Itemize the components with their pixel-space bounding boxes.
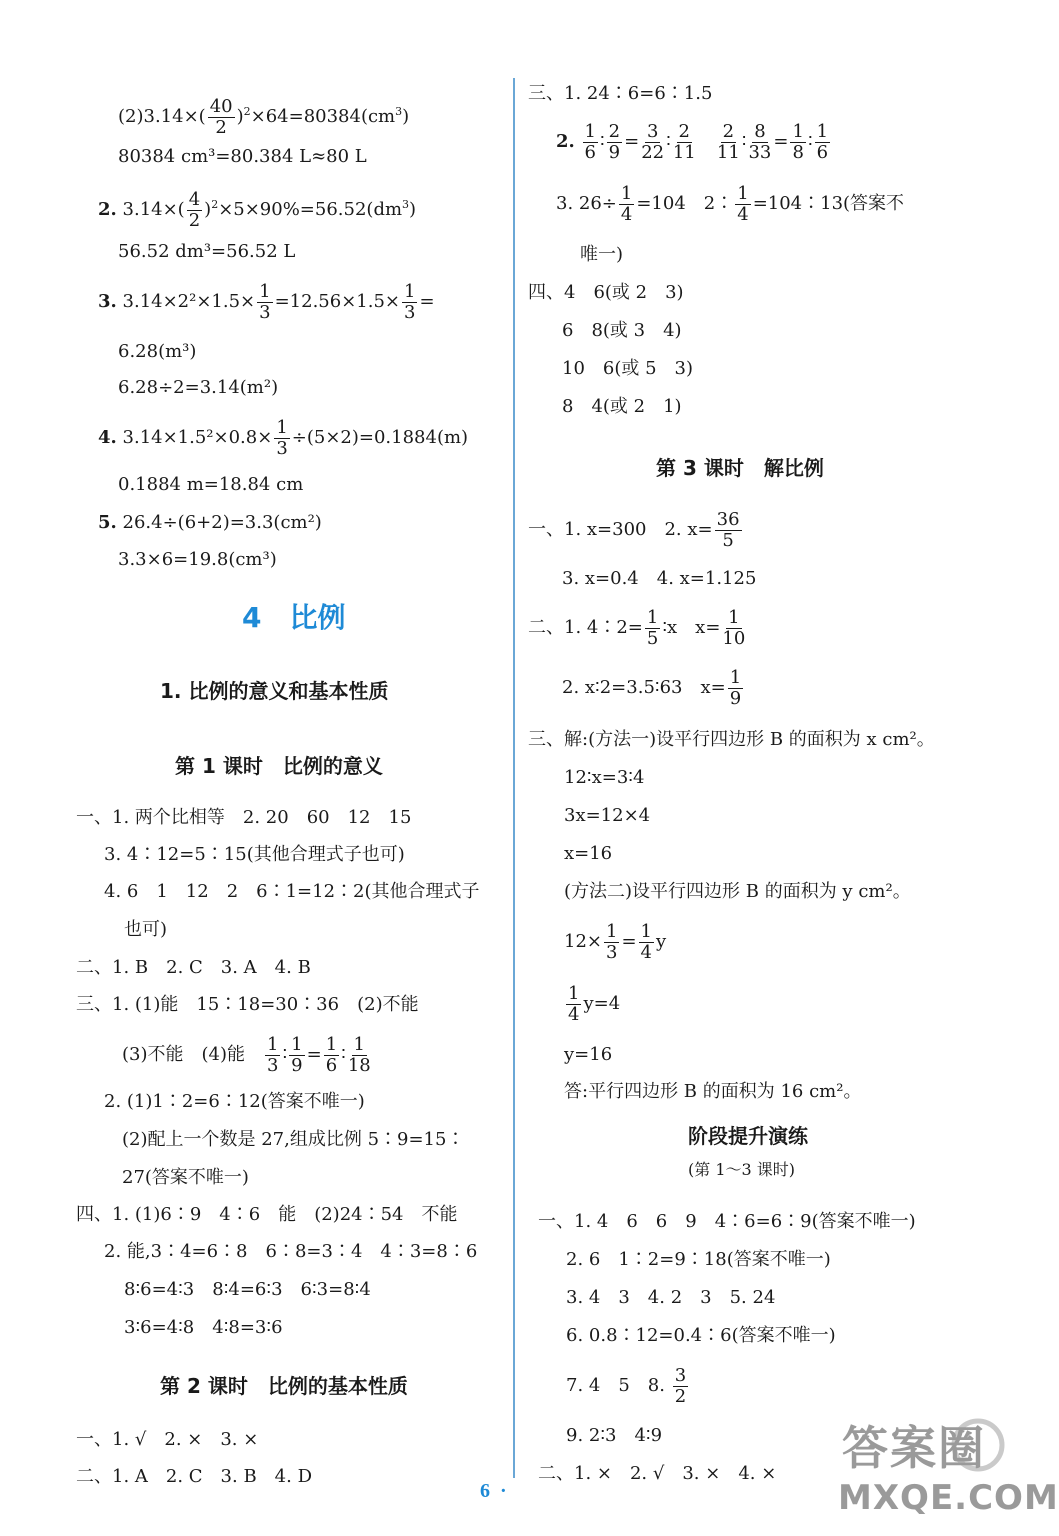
answer-line: (2)配上一个数是 27,组成比例 5∶9=15∶	[122, 1129, 465, 1150]
answer-line: 3. 4∶12=5∶15(其他合理式子也可)	[104, 844, 405, 865]
answer-line: 2. (1)1∶2=6∶12(答案不唯一)	[104, 1091, 365, 1112]
answer-line: 3. 4 3 4. 2 3 5. 24	[566, 1287, 776, 1308]
section-subtitle: (第 1～3 课时)	[688, 1160, 796, 1179]
answer-line: 一、1. 4 6 6 9 4∶6=6∶9(答案不唯一)	[538, 1211, 916, 1232]
answer-line: 56.52 dm³=56.52 L	[118, 241, 296, 262]
answer-line: 二、1. × 2. √ 3. × 4. ×	[538, 1463, 777, 1484]
answer-line: 2. $\frac{1}{6}$ ∶ $\frac{2}{9}$ = $\frac{3}{22}$ ∶ $\frac{2}{11}$ $\frac{2}{11}$ ∶ $\frac{8}{33}$ = $\frac{1}{8}$ ∶ $\frac{1}{6}$	[556, 120, 829, 163]
answer-line: 3∶6=4∶8 4∶8=3∶6	[124, 1317, 283, 1338]
answer-line: 6.28÷2=3.14(m²)	[118, 377, 279, 398]
answer-line: 三、解:(方法一)设平行四边形 B 的面积为 x cm²。	[528, 729, 935, 750]
answer-line: 9. 2∶3 4∶9	[566, 1425, 663, 1446]
answer-line: $\frac{1}{4}$ y=4	[568, 982, 621, 1025]
answer-line: 12× $\frac{1}{3}$ = $\frac{1}{4}$ y	[564, 920, 667, 963]
section-title: 阶段提升演练	[688, 1124, 808, 1148]
answer-line: (方法二)设平行四边形 B 的面积为 y cm²。	[564, 881, 911, 902]
answer-line: 2. 6 1∶2=9∶18(答案不唯一)	[566, 1249, 831, 1270]
answer-line: 三、1. (1)能 15∶18=30∶36 (2)不能	[76, 994, 419, 1015]
answer-line: y=16	[564, 1044, 613, 1065]
answer-line: 答:平行四边形 B 的面积为 16 cm²。	[564, 1081, 862, 1102]
answer-line: 12∶x=3∶4	[564, 767, 645, 788]
answer-line: 四、1. (1)6∶9 4∶6 能 (2)24∶54 不能	[76, 1204, 458, 1225]
answer-line: 一、1. 两个比相等 2. 20 60 12 15	[76, 807, 412, 828]
answer-line: 也可)	[124, 919, 168, 940]
answer-line: 5. 26.4÷(6+2)=3.3(cm²)	[98, 512, 322, 533]
answer-line: 6. 0.8∶12=0.4∶6(答案不唯一)	[566, 1325, 836, 1346]
answer-line: 2. x∶2=3.5∶63 x= $\frac{1}{9}$	[562, 666, 742, 709]
answer-line: x=16	[564, 843, 613, 864]
lesson-title: 第 3 课时 解比例	[656, 456, 824, 480]
lesson-title: 第 2 课时 比例的基本性质	[160, 1374, 408, 1398]
answer-line: 4. 3.14×1.5²×0.8× $\frac{1}{3}$ ÷(5×2)=0.1884(m)	[98, 416, 469, 459]
answer-line: 唯一)	[580, 244, 624, 265]
watermark-url: MXQE.COM	[838, 1478, 1059, 1518]
answer-line: 8∶6=4∶3 8∶4=6∶3 6∶3=8∶4	[124, 1279, 371, 1300]
answer-line: 3. 3.14×2²×1.5× $\frac{1}{3}$ =12.56×1.5× $\frac{1}{3}$ =	[98, 280, 435, 323]
page-number: 6 ·	[480, 1480, 507, 1502]
answer-line: 4. 6 1 12 2 6∶1=12∶2(其他合理式子	[104, 881, 480, 902]
column-divider	[513, 78, 515, 1478]
answer-line: 3. 26÷ $\frac{1}{4}$ =104 2∶ $\frac{1}{4}$ =104∶13(答案不	[556, 182, 905, 225]
answer-line: (2)3.14×( $\frac{40}{2}$ )$^2\times 64=80384(cm^3)$	[118, 95, 410, 138]
answer-line: 一、1. x=300 2. x= $\frac{36}{5}$	[528, 508, 740, 551]
answer-line: 一、1. √ 2. × 3. ×	[76, 1429, 259, 1450]
answer-line: 8 4(或 2 1)	[562, 396, 682, 417]
section-title: 1. 比例的意义和基本性质	[160, 679, 389, 703]
answer-line: 2. 3.14×( $\frac{4}{2}$ )$^2\times 5\times 90\%=56.52(dm^3)$	[98, 188, 417, 231]
answer-line: 四、4 6(或 2 3)	[528, 282, 684, 303]
answer-line: 0.1884 m=18.84 cm	[118, 474, 304, 495]
answer-line: 7. 4 5 8. $\frac{3}{2}$	[566, 1364, 687, 1407]
answer-line: 二、1. 4∶2= $\frac{1}{5}$ ∶x x= $\frac{1}{10}$	[528, 606, 746, 649]
answer-line: (3)不能 (4)能 $\frac{1}{3}$ ∶ $\frac{1}{9}$ = $\frac{1}{6}$ ∶ $\frac{1}{18}$	[122, 1033, 371, 1076]
answer-line: 80384 cm³=80.384 L≈80 L	[118, 146, 367, 167]
answer-line: 3. x=0.4 4. x=1.125	[562, 568, 757, 589]
answer-line: 27(答案不唯一)	[122, 1167, 249, 1188]
answer-line: 二、1. A 2. C 3. B 4. D	[76, 1466, 313, 1487]
answer-line: 2. 能,3∶4=6∶8 6∶8=3∶4 4∶3=8∶6	[104, 1241, 478, 1262]
answer-line: 6.28(m³)	[118, 341, 197, 362]
watermark-text: 答案圈	[842, 1421, 986, 1475]
answer-line: 3.3×6=19.8(cm³)	[118, 549, 277, 570]
answer-line: 6 8(或 3 4)	[562, 320, 682, 341]
chapter-title: 4 比例	[242, 601, 346, 634]
answer-line: 二、1. B 2. C 3. A 4. B	[76, 957, 311, 978]
answer-line: 三、1. 24∶6=6∶1.5	[528, 83, 713, 104]
answer-line: 10 6(或 5 3)	[562, 358, 694, 379]
answer-line: 3x=12×4	[564, 805, 651, 826]
lesson-title: 第 1 课时 比例的意义	[175, 754, 383, 778]
